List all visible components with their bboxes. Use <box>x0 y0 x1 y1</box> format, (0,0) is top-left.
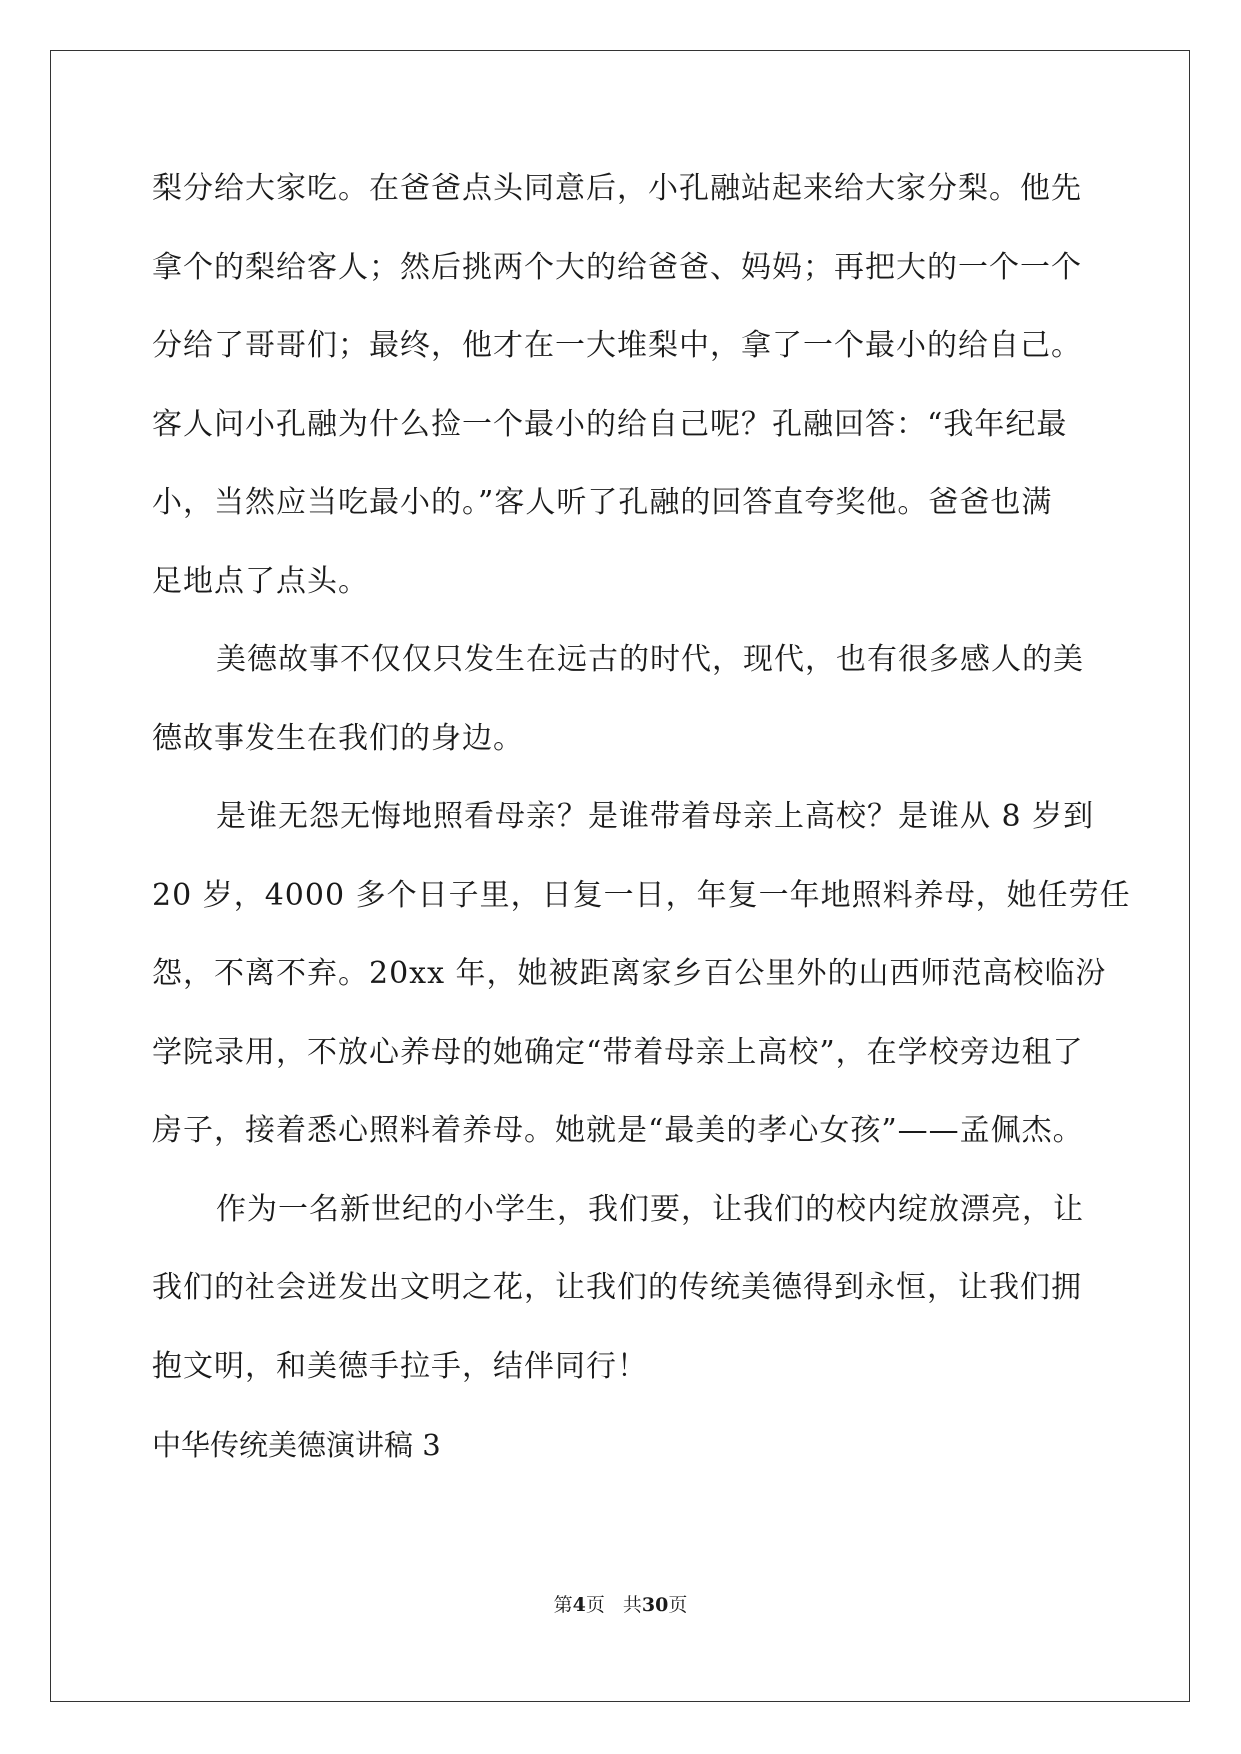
body-line: 小，当然应当吃最小的。”客人听了孔融的回答直夸奖他。爸爸也满 <box>152 485 1053 520</box>
document-body <box>152 150 1131 1485</box>
body-line: 20 岁，4000 多个日子里，日复一日，年复一年地照料养母，她任劳任 <box>152 877 1131 913</box>
body-line: 学院录用，不放心养母的她确定“带着母亲上高校”，在学校旁边租了 <box>152 1034 1084 1070</box>
body-line: 怨，不离不弃。20xx 年，她被距离家乡百公里外的山西师范高校临汾 <box>152 956 1107 991</box>
body-line: 德故事发生在我们的身边。 <box>152 720 524 756</box>
total-pages: 30 <box>641 1594 669 1616</box>
total-suffix: 页 <box>668 1594 688 1616</box>
body-line: 足地点了点头。 <box>152 563 369 599</box>
page-suffix: 页 <box>585 1594 605 1616</box>
body-line: 客人问小孔融为什么捡一个最小的给自己呢？孔融回答：“我年纪最 <box>152 406 1068 442</box>
body-line: 抱文明，和美德手拉手，结伴同行！ <box>152 1348 648 1384</box>
body-line: 分给了哥哥们；最终，他才在一大堆梨中，拿了一个最小的给自己。 <box>152 328 1082 363</box>
body-line: 拿个的梨给客人；然后挑两个大的给爸爸、妈妈；再把大的一个一个 <box>152 249 1082 285</box>
page-footer <box>0 1590 1241 1617</box>
page-prefix: 第 <box>553 1594 573 1616</box>
paragraph-start-line: 美德故事不仅仅只发生在远古的时代，现代，也有很多感人的美 <box>216 642 1084 677</box>
body-line: 梨分给大家吃。在爸爸点头同意后，小孔融站起来给大家分梨。他先 <box>152 171 1082 206</box>
paragraph-start-line: 作为一名新世纪的小学生，我们要，让我们的校内绽放漂亮，让 <box>216 1191 1084 1227</box>
body-line: 房子，接着悉心照料着养母。她就是“最美的孝心女孩”——孟佩杰。 <box>152 1113 1084 1148</box>
body-line: 我们的社会迸发出文明之花，让我们的传统美德得到永恒，让我们拥 <box>152 1270 1082 1305</box>
page-number: 4 <box>572 1594 586 1616</box>
total-prefix: 共 <box>622 1594 642 1616</box>
section-title: 中华传统美德演讲稿 3 <box>152 1428 441 1462</box>
paragraph-start-line: 是谁无怨无悔地照看母亲？是谁带着母亲上高校？是谁从 8 岁到 <box>216 799 1095 834</box>
